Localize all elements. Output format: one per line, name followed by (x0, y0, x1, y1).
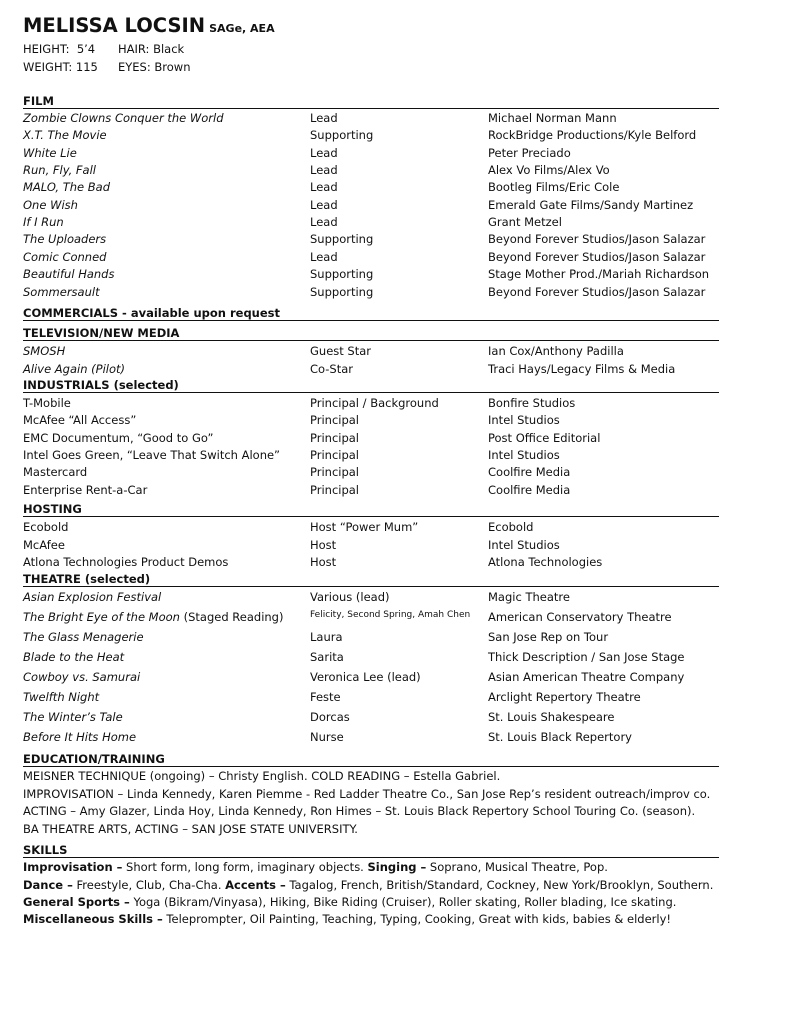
play-title: Cowboy vs. Samurai (23, 670, 141, 684)
role: Sarita (310, 650, 344, 664)
project-title: Ecobold (23, 520, 69, 534)
theatre-row (23, 730, 743, 747)
skills-divider (23, 857, 719, 858)
role: Principal (310, 482, 360, 497)
production-company: Peter Preciado (488, 145, 571, 160)
play-title: Twelfth Night (23, 690, 100, 704)
project-title (23, 630, 144, 644)
improv-label: Improvisation – (23, 860, 123, 874)
play-title: The Winter’s Tale (23, 710, 123, 724)
project-title (23, 730, 136, 744)
industrial-row (23, 413, 743, 430)
industrials-heading: INDUSTRIALS (selected) (23, 378, 179, 392)
industrial-row (23, 396, 743, 413)
misc-label: Miscellaneous Skills – (23, 912, 163, 926)
project-title: White Lie (23, 145, 77, 160)
role: Host (310, 555, 337, 569)
project-title: Zombie Clowns Conquer the World (23, 111, 224, 125)
theatre-row (23, 690, 743, 707)
theatre-heading: THEATRE (selected) (23, 572, 151, 586)
skills-line-dance-accents (23, 878, 763, 892)
education-line: MEISNER TECHNIQUE (ongoing) – Christy English. COLD READING – Estella Gabriel. (23, 769, 501, 783)
production-company: Intel Studios (488, 413, 560, 428)
television-heading: TELEVISION/NEW MEDIA (23, 326, 180, 340)
project-title: Alive Again (Pilot) (23, 361, 125, 376)
weight-label: WEIGHT: (23, 60, 73, 74)
dance-label: Dance – (23, 878, 73, 892)
role: Lead (310, 180, 338, 195)
theatre-row (23, 630, 743, 647)
production-company: Bootleg Films/Eric Cole (488, 180, 620, 195)
role: Dorcas (310, 710, 350, 724)
project-title: Intel Goes Green, “Leave That Switch Alone” (23, 447, 281, 462)
accents-label: Accents – (225, 878, 286, 892)
project-title: Sommersault (23, 284, 100, 299)
film-row (23, 285, 743, 302)
role: Supporting (310, 284, 374, 299)
theatre-row (23, 670, 743, 687)
film-divider (23, 108, 719, 109)
play-title: The Glass Menagerie (23, 630, 144, 644)
film-row (23, 250, 743, 267)
project-title: McAfee “All Access” (23, 413, 137, 428)
project-title: MALO, The Bad (23, 180, 111, 195)
eyes-stat (118, 60, 191, 74)
education-line: BA THEATRE ARTS, ACTING – SAN JOSE STATE UNIVERSITY. (23, 822, 358, 836)
production-company: Beyond Forever Studios/Jason Salazar (488, 284, 706, 299)
height-label: HEIGHT: (23, 42, 70, 56)
height-stat (23, 42, 95, 56)
project-title (23, 690, 99, 704)
play-title: Before It Hits Home (23, 730, 137, 744)
project-title: EMC Documentum, “Good to Go” (23, 430, 214, 445)
industrials-divider (23, 392, 719, 393)
theatre-company: Magic Theatre (488, 590, 570, 604)
project-title: Beautiful Hands (23, 267, 115, 282)
role: Lead (310, 145, 338, 160)
theatre-company: Thick Description / San Jose Stage (488, 650, 685, 664)
improv-text: Short form, long form, imaginary objects. (122, 860, 368, 874)
role: Veronica Lee (lead) (310, 670, 421, 684)
skills-heading: SKILLS (23, 843, 68, 857)
hosting-divider (23, 516, 719, 517)
theatre-row (23, 610, 743, 627)
role: Lead (310, 163, 338, 178)
role: Lead (310, 215, 338, 230)
film-heading: FILM (23, 94, 54, 108)
role: Co-Star (310, 361, 354, 376)
project-title: Atlona Technologies Product Demos (23, 555, 229, 569)
eyes-label: EYES: (118, 60, 151, 74)
theatre-row (23, 710, 743, 727)
production-company: Beyond Forever Studios/Jason Salazar (488, 249, 706, 264)
television-row (23, 344, 743, 361)
hair-value: Black (153, 42, 185, 56)
role: Principal (310, 413, 360, 428)
project-title (23, 670, 140, 684)
production-company: Atlona Technologies (488, 555, 603, 569)
theatre-row (23, 650, 743, 667)
role: Principal (310, 430, 360, 445)
role: Feste (310, 690, 341, 704)
project-title: If I Run (23, 215, 64, 230)
theatre-company: St. Louis Shakespeare (488, 710, 615, 724)
skills-line-improv-singing (23, 860, 763, 874)
film-row (23, 198, 743, 215)
production-company: RockBridge Productions/Kyle Belford (488, 128, 697, 143)
commercials-divider (23, 320, 719, 321)
skills-line-sports (23, 895, 763, 909)
production-company: Alex Vo Films/Alex Vo (488, 163, 610, 178)
skills-line-misc (23, 912, 763, 926)
role: Lead (310, 197, 338, 212)
role: Guest Star (310, 344, 372, 358)
role: Host “Power Mum” (310, 520, 419, 534)
production-company: Coolfire Media (488, 465, 571, 480)
production-company: Bonfire Studios (488, 396, 576, 410)
television-divider (23, 340, 719, 341)
play-note: (Staged Reading) (179, 610, 284, 624)
role: Supporting (310, 232, 374, 247)
industrial-row (23, 431, 743, 448)
theatre-divider (23, 586, 719, 587)
production-company: Stage Mother Prod./Mariah Richardson (488, 267, 710, 282)
project-title: Run, Fly, Fall (23, 163, 96, 178)
project-title: SMOSH (23, 344, 66, 358)
misc-text: Teleprompter, Oil Painting, Teaching, Typing, Cooking, Great with kids, babies & elderly! (162, 912, 671, 926)
eyes-value: Brown (154, 60, 191, 74)
play-title: Blade to the Heat (23, 650, 125, 664)
sports-text: Yoga (Bikram/Vinyasa), Hiking, Bike Riding (Cruiser), Roller skating, Roller blading, Ice skating. (129, 895, 677, 909)
role: Host (310, 537, 337, 552)
film-row (23, 267, 743, 284)
film-row (23, 146, 743, 163)
project-title (23, 590, 161, 604)
singing-label: Singing – (367, 860, 427, 874)
sports-label: General Sports – (23, 895, 130, 909)
role: Felicity, Second Spring, Amah Chen (310, 610, 471, 620)
role: Lead (310, 111, 338, 125)
weight-stat (23, 60, 98, 74)
television-row (23, 362, 743, 379)
production-company: Grant Metzel (488, 215, 562, 230)
hosting-row (23, 538, 743, 555)
project-title (23, 610, 283, 624)
education-line: IMPROVISATION – Linda Kennedy, Karen Piemme - Red Ladder Theatre Co., San Jose Rep’s resident outreach/improv co. (23, 787, 711, 801)
singing-text: Soprano, Musical Theatre, Pop. (426, 860, 608, 874)
role: Principal (310, 447, 360, 462)
hosting-row (23, 520, 743, 537)
education-heading: EDUCATION/TRAINING (23, 752, 165, 766)
union-affiliations: SAGe, AEA (209, 22, 275, 35)
role: Nurse (310, 730, 344, 744)
commercials-heading: COMMERCIALS - available upon request (23, 306, 281, 320)
education-line: ACTING – Amy Glazer, Linda Hoy, Linda Kennedy, Ron Himes – St. Louis Black Repertory School Touring Co. (season). (23, 804, 696, 818)
production-company: Coolfire Media (488, 482, 571, 497)
industrial-row (23, 483, 743, 500)
performer-name (23, 14, 275, 37)
weight-value: 115 (75, 60, 98, 74)
production-company: Post Office Editorial (488, 430, 601, 445)
production-company: Emerald Gate Films/Sandy Martinez (488, 197, 694, 212)
hosting-row (23, 555, 743, 572)
theatre-company: Asian American Theatre Company (488, 670, 685, 684)
role: Supporting (310, 128, 374, 143)
hosting-heading: HOSTING (23, 502, 82, 516)
film-row (23, 163, 743, 180)
project-title: One Wish (23, 197, 78, 212)
theatre-company: Arclight Repertory Theatre (488, 690, 641, 704)
role: Principal / Background (310, 396, 439, 410)
height-value: 5’4 (76, 42, 96, 56)
play-title: Asian Explosion Festival (23, 590, 162, 604)
role: Supporting (310, 267, 374, 282)
project-title: T-Mobile (23, 396, 71, 410)
accents-text: Tagalog, French, British/Standard, Cockney, New York/Brooklyn, Southern. (285, 878, 714, 892)
production-company: Michael Norman Mann (488, 111, 617, 125)
theatre-company: St. Louis Black Repertory (488, 730, 632, 744)
project-title: The Uploaders (23, 232, 107, 247)
production-company: Ian Cox/Anthony Padilla (488, 344, 624, 358)
film-row (23, 128, 743, 145)
production-company: Intel Studios (488, 537, 560, 552)
role: Principal (310, 465, 360, 480)
project-title: Mastercard (23, 465, 88, 480)
film-row (23, 180, 743, 197)
dance-text: Freestyle, Club, Cha-Cha. (72, 878, 226, 892)
project-title (23, 710, 123, 724)
hair-label: HAIR: (118, 42, 150, 56)
role: Various (lead) (310, 590, 390, 604)
industrial-row (23, 465, 743, 482)
film-row (23, 215, 743, 232)
project-title (23, 650, 124, 664)
name-text: MELISSA LOCSIN (23, 14, 206, 37)
project-title: Enterprise Rent-a-Car (23, 482, 148, 497)
film-row (23, 232, 743, 249)
industrial-row (23, 448, 743, 465)
role: Lead (310, 249, 338, 264)
production-company: Beyond Forever Studios/Jason Salazar (488, 232, 706, 247)
production-company: Intel Studios (488, 447, 560, 462)
project-title: Comic Conned (23, 249, 107, 264)
theatre-company: American Conservatory Theatre (488, 610, 672, 624)
hair-stat (118, 42, 184, 56)
education-divider (23, 766, 719, 767)
production-company: Ecobold (488, 520, 534, 534)
project-title: X.T. The Movie (23, 128, 107, 143)
play-title: The Bright Eye of the Moon (23, 610, 180, 624)
production-company: Traci Hays/Legacy Films & Media (488, 361, 676, 376)
role: Laura (310, 630, 343, 644)
film-row (23, 111, 743, 128)
theatre-row (23, 590, 743, 607)
project-title: McAfee (23, 537, 65, 552)
theatre-company: San Jose Rep on Tour (488, 630, 609, 644)
